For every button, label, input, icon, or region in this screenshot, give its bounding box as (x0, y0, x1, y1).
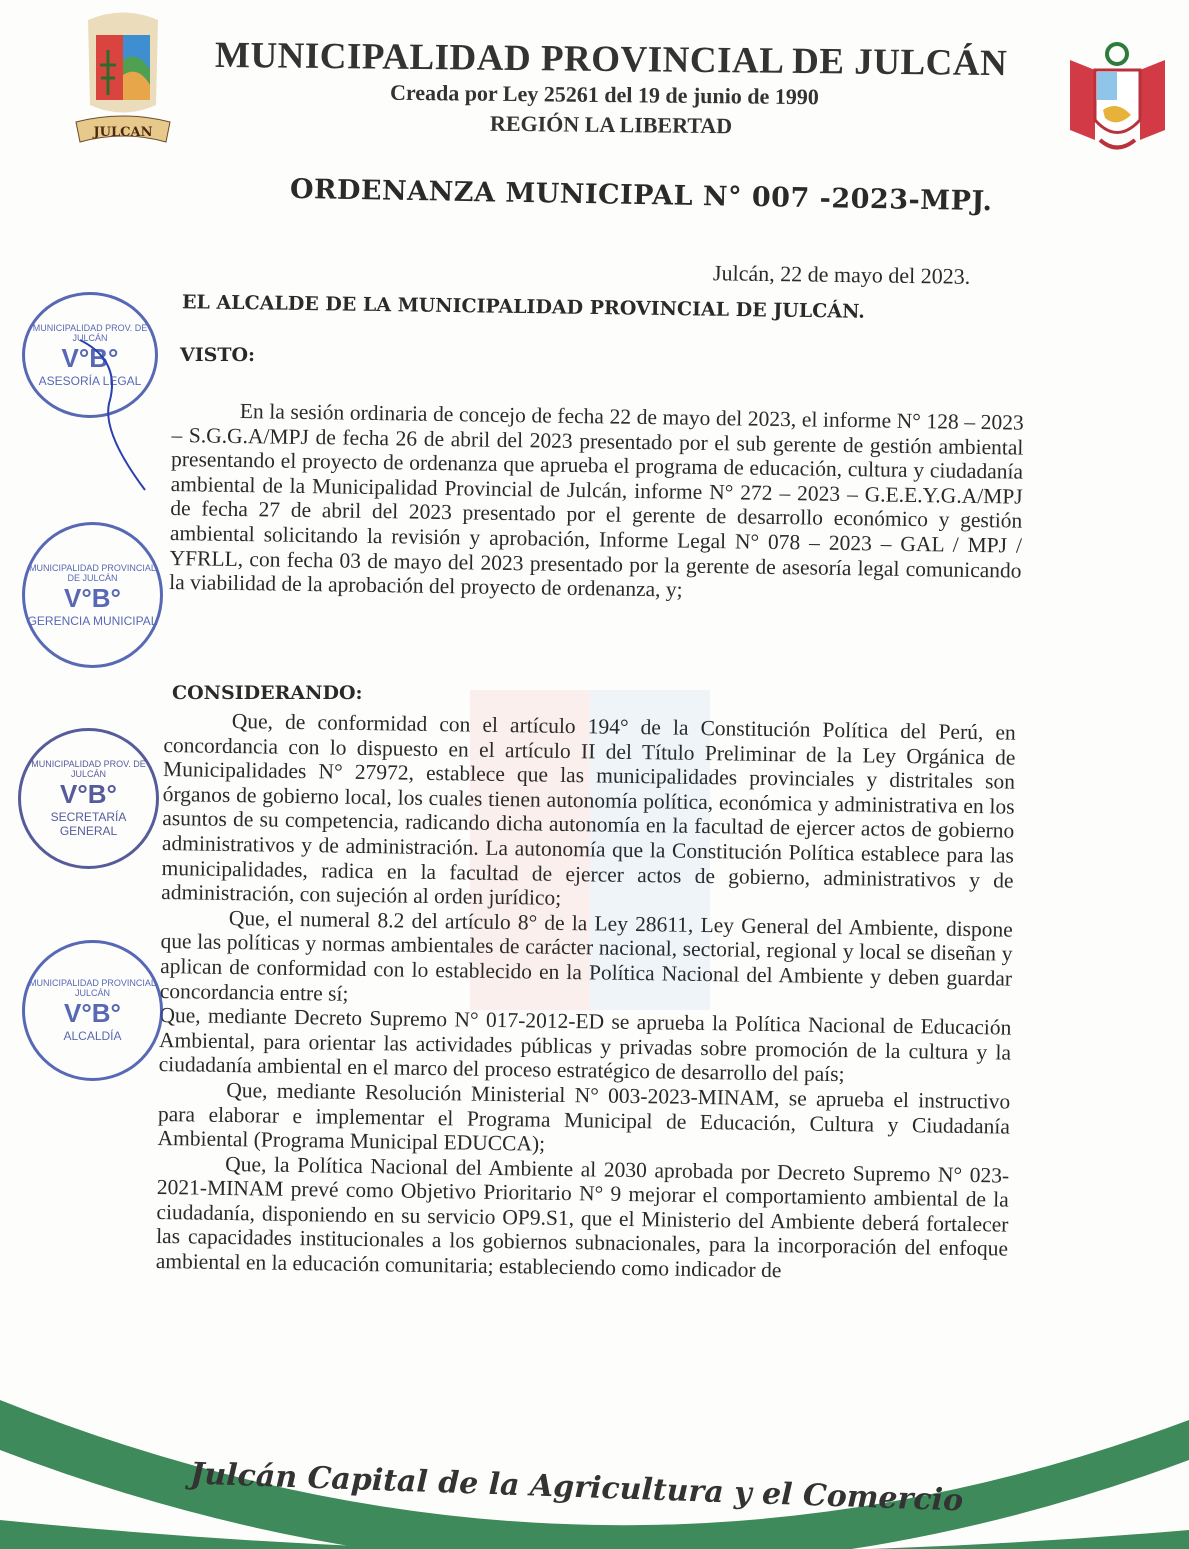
stamp-mark: V°B° (64, 998, 121, 1028)
julcan-municipal-logo (68, 10, 178, 145)
stamp-mark: V°B° (61, 342, 119, 373)
stamp-ring-text: MUNICIPALIDAD PROV. DE JULCÁN (32, 322, 148, 343)
considerando-paragraph: Que, de conformidad con el artículo 194° de la Constitución Política del Perú, en concordancia con lo dispuesto en el artículo II del Título Preliminar de la Ley Orgánica de Municipalidades N° 27972, establece que las municipalidades provinciales y distritales son órganos de gobierno local, los cuales tienen autonomía política, económica y administrativa en los asuntos de su competencia, radicando dicha autonomía en la facultad de ejercer actos de gobierno administrativos y de administración. La autonomía que la Constitución Política establece para las municipalidades, radica en la facultad de ejercer actos de gobierno, administrativos y de administración, con sujeción al orden jurídico; (161, 709, 1016, 911)
considerando-paragraph: Que, la Política Nacional del Ambiente al 2030 aprobada por Decreto Supremo N° 023-2021-MINAM prevé como Objetivo Prioritario N° 9 mejorar el comportamiento ambiental de la ciudadanía, disponiendo en su servicio OP9.S1, que el Ministerio del Ambiente deberá fortalecer las capacidades institucionales a los gobiernos subnacionales, para la incorporación del enfoque ambiental en la educación comunitaria; estableciendo como indicador de (155, 1151, 1010, 1283)
document-date: Julcán, 22 de mayo del 2023. (712, 260, 971, 289)
issuer-heading: EL ALCALDE DE LA MUNICIPALIDAD PROVINCIAL DE JULCÁN. (181, 291, 865, 323)
stamp-label: SECRETARÍA GENERAL (50, 810, 127, 838)
creation-law: Creada por Ley 25261 del 19 de junio de 1990 (389, 79, 819, 110)
stamp-label: ASESORÍA LEGAL (38, 373, 142, 388)
stamp-secretaria-general (18, 728, 159, 869)
stamp-label: ALCALDÍA (63, 1029, 122, 1043)
considerando-paragraph: Que, mediante Resolución Ministerial N° 003-2023-MINAM, se aprueba el instructivo para elaborar e implementar el Programa Municipal de Educación, Cultura y Ciudadanía Ambiental (Programa Municipal EDUCCA); (157, 1077, 1011, 1156)
stamp-ring-text: MUNICIPALIDAD PROVINCIAL DE JULCÁN (29, 562, 156, 583)
stamp-mark: V°B° (64, 582, 121, 613)
stamp-ring-text: MUNICIPALIDAD PROV. DE JULCÁN (31, 759, 146, 779)
ordinance-title: ORDENANZA MUNICIPAL N° 007 -2023-MPJ. (289, 173, 993, 218)
stamp-mark: V°B° (60, 779, 117, 809)
footer-slogan: Julcán Capital de la Agricultura y el Comercio (189, 1456, 964, 1519)
stamp-ring-text: MUNICIPALIDAD PROVINCIAL JULCÁN (29, 978, 156, 998)
considerando-paragraph: Que, mediante Decreto Supremo N° 017-2012-ED se aprueba la Política Nacional de Educación Ambiental, para orientar las actividades públicas y privadas sobre promoción de la cultura y la ciudadanía ambiental en el marco del proceso estratégico de desarrollo del país; (158, 1003, 1012, 1087)
region-name: REGIÓN LA LIBERTAD (489, 110, 733, 139)
municipality-name: MUNICIPALIDAD PROVINCIAL DE JULCÁN (214, 34, 1008, 85)
svg-text:JULCAN: JULCAN (93, 125, 153, 140)
footer-decoration (0, 1380, 1189, 1549)
considerando-paragraph: Que, el numeral 8.2 del artículo 8° de la Ley 28611, Ley General del Ambiente, dispone que las políticas y normas ambientales de carácter nacional, sectorial, regional y local se diseñan y aplican de conformidad con lo establecido en la Política Nacional del Ambiente y deben guardar concordancia entre sí; (159, 905, 1013, 1006)
signature (60, 320, 160, 505)
stamp-gerencia-municipal (22, 522, 163, 668)
visto-section (169, 398, 1024, 607)
considerando-section (156, 708, 1016, 1286)
visto-heading: VISTO: (180, 344, 256, 366)
stamp-label: GERENCIA MUNICIPAL (27, 613, 158, 628)
visto-paragraph: En la sesión ordinaria de concejo de fecha 22 de mayo del 2023, el informe N° 128 – 2023 – S.G.G.A/MPJ de fecha 26 de abril del 2023 presentado por el sub gerente de gestión ambiental presentando el proyecto de ordenanza que aprueba el programa de educación, cultura y ciudadanía ambiental de la Municipalidad Provincial de Julcán, informe N° 272 – 2023 – G.E.E.Y.G.A/MPJ de fecha 27 de abril del 2023 presentado por el gerente de desarrollo económico y gestión ambiental solicitando la revisión y aprobación, Informe Legal N° 078 – 2023 – GAL / MPJ / YFRLL, con fecha 03 de mayo del 2023 presentado por la gerente de asesoría legal comunicando la viabilidad de la aprobación del proyecto de ordenanza, y; (169, 399, 1024, 602)
stamp-alcaldia (22, 940, 163, 1081)
considerando-heading: CONSIDERANDO: (172, 682, 363, 704)
peru-coat-of-arms (1065, 40, 1170, 160)
